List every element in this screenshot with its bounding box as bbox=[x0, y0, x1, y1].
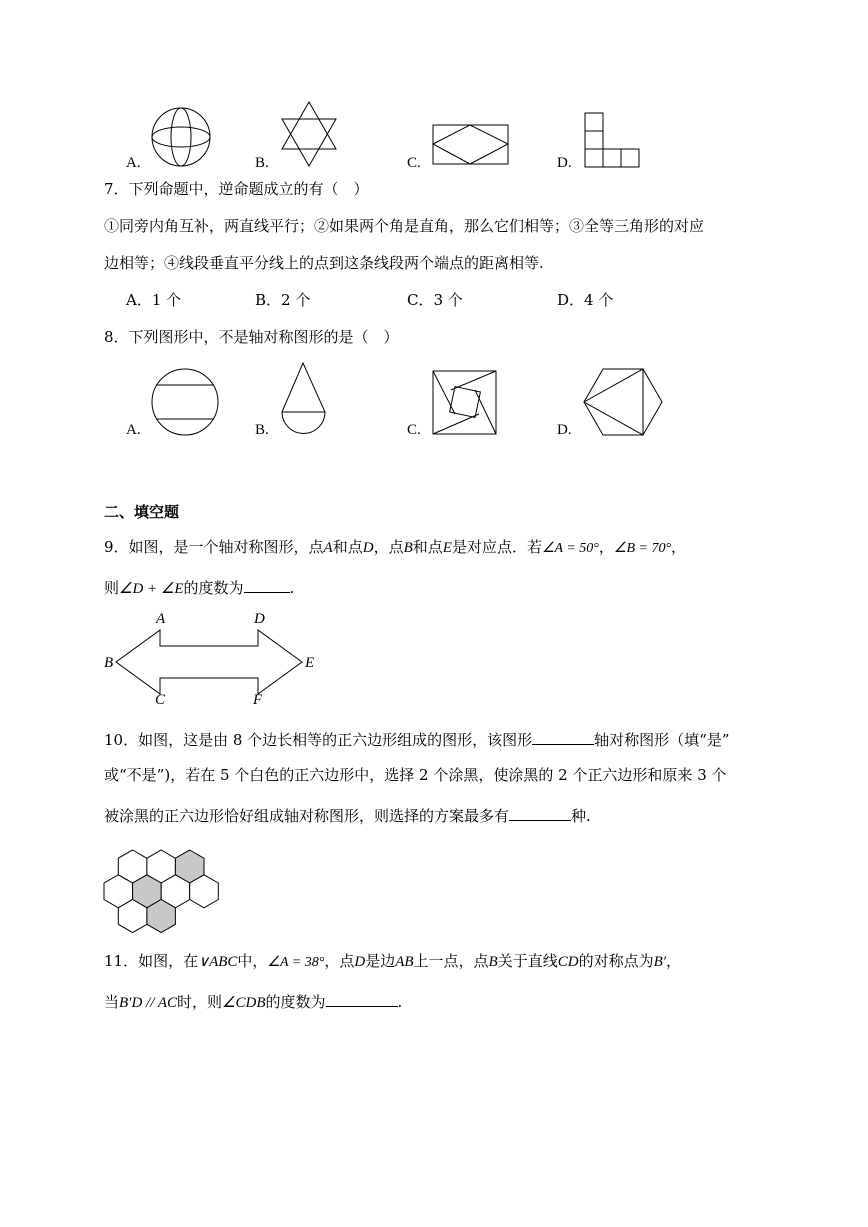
q11-point-d: D bbox=[354, 954, 366, 970]
q9-angle-b: ∠B = 70° bbox=[613, 541, 672, 556]
q7-option-d: D．4 个 bbox=[557, 291, 614, 309]
q11-segment-ab: AB bbox=[395, 954, 414, 970]
q7-option-b: B．2 个 bbox=[255, 291, 311, 309]
q9-point-b: B bbox=[403, 540, 413, 556]
q7-line2: 边相等；④线段垂直平分线上的点到这条线段两个端点的距离相等. bbox=[104, 254, 544, 272]
q11-angle-cdb: ∠CDB bbox=[222, 995, 266, 1011]
q7-option-c: C．3 个 bbox=[407, 291, 463, 309]
q8-option-c-label: C. bbox=[407, 422, 421, 438]
q11-text: 的度数为 bbox=[265, 993, 326, 1011]
q10-text: 种. bbox=[571, 807, 591, 825]
q6-option-c-label: C. bbox=[407, 155, 421, 171]
q10-text: 被涂黑的正六边形恰好组成轴对称图形，则选择的方案最多有 bbox=[104, 807, 510, 825]
q9-point-d: D bbox=[362, 540, 374, 556]
q9-angle-a: ∠A = 50° bbox=[541, 541, 599, 556]
section-title: 二、填空题 bbox=[104, 503, 180, 521]
q9-text: 的度数为 bbox=[183, 579, 244, 597]
q11-text: 11．如图，在 bbox=[104, 952, 199, 970]
q10-line1 bbox=[104, 730, 730, 748]
q9-text: 则 bbox=[104, 579, 120, 597]
q11-line2 bbox=[104, 992, 402, 1011]
q10-line3 bbox=[104, 806, 591, 824]
q11-parallel-condition: B′D // AC bbox=[119, 995, 178, 1011]
q9-answer-blank[interactable] bbox=[244, 578, 290, 593]
q9-fig-label-e: E bbox=[305, 655, 315, 671]
q6-option-b-label: B. bbox=[255, 155, 269, 171]
q10-text: 轴对称图形（填“是” bbox=[594, 731, 730, 749]
sphere-figure bbox=[150, 106, 214, 170]
q9-text: 和点 bbox=[412, 538, 443, 556]
q10-line2: 或“不是”)，若在 5 个白色的正六边形中，选择 2 个涂黑，使涂黑的 2 个正六边形和原来 3 个 bbox=[104, 766, 727, 784]
q11-answer-blank[interactable] bbox=[326, 992, 398, 1007]
q8-option-b-label: B. bbox=[255, 422, 269, 438]
q11-text: . bbox=[397, 993, 403, 1011]
hexagon-triangle-figure bbox=[582, 368, 664, 438]
q8-option-a-label: A. bbox=[126, 422, 141, 438]
q6-option-a-label: A. bbox=[126, 155, 141, 171]
q9-text: 是对应点．若 bbox=[451, 538, 542, 556]
q9-line1 bbox=[104, 540, 686, 556]
q6-option-d-label: D. bbox=[557, 155, 572, 171]
double-arrow-figure bbox=[100, 610, 330, 710]
q11-text: 的对称点为 bbox=[578, 952, 654, 970]
q9-text: 和点 bbox=[332, 538, 363, 556]
q11-point-b: B bbox=[488, 954, 498, 970]
q11-text: ， bbox=[666, 952, 682, 970]
l-shape-squares-figure bbox=[584, 112, 644, 170]
cone-semicircle-figure bbox=[280, 362, 330, 436]
q9-fig-label-c: C bbox=[155, 692, 166, 708]
q10-answer-blank-1[interactable] bbox=[532, 730, 594, 745]
q11-text: 中， bbox=[237, 952, 268, 970]
q11-point-b-prime: B′ bbox=[653, 954, 667, 970]
q9-fig-label-f: F bbox=[253, 692, 263, 708]
q7-stem: 7．下列命题中，逆命题成立的有（ ） bbox=[104, 180, 369, 198]
q7-option-a: A．1 个 bbox=[126, 291, 182, 309]
hexagram-figure bbox=[278, 100, 340, 170]
q11-text: 关于直线 bbox=[497, 952, 558, 970]
q11-text: ，点 bbox=[324, 952, 355, 970]
q11-text: 是边 bbox=[365, 952, 396, 970]
q9-fig-label-a: A bbox=[156, 611, 166, 627]
q9-point-a: A bbox=[323, 540, 333, 556]
q11-text: 时，则 bbox=[177, 993, 223, 1011]
hexagon-grid-figure bbox=[102, 848, 224, 934]
pinwheel-square-figure bbox=[431, 370, 499, 436]
q8-option-d-label: D. bbox=[557, 422, 572, 438]
q9-fig-label-d: D bbox=[254, 611, 265, 627]
q11-angle-a: ∠A = 38° bbox=[267, 955, 325, 970]
q9-text: . bbox=[289, 579, 295, 597]
q9-fig-label-b: B bbox=[104, 655, 114, 671]
q9-angle-sum: ∠D + ∠E bbox=[119, 581, 184, 597]
rectangle-rhombus-figure bbox=[431, 124, 511, 166]
q9-text: 9．如图，是一个轴对称图形，点 bbox=[104, 538, 324, 556]
circle-two-chords-figure bbox=[150, 368, 222, 438]
q9-text: ， bbox=[671, 538, 687, 556]
q9-point-e: E bbox=[442, 540, 452, 556]
q11-triangle: ∨ABC bbox=[198, 954, 238, 970]
q11-text: 当 bbox=[104, 993, 120, 1011]
q9-line2 bbox=[104, 578, 294, 597]
q11-line1 bbox=[104, 954, 681, 970]
q9-text: ， bbox=[598, 538, 614, 556]
q11-line-cd: CD bbox=[557, 954, 579, 970]
q8-stem: 8．下列图形中，不是轴对称图形的是（ ） bbox=[104, 328, 399, 346]
q10-text: 10．如图，这是由 8 个边长相等的正六边形组成的图形，该图形 bbox=[104, 731, 533, 749]
q9-text: ，点 bbox=[373, 538, 404, 556]
q10-answer-blank-2[interactable] bbox=[509, 806, 571, 821]
q11-text: 上一点，点 bbox=[413, 952, 489, 970]
q7-line1: ①同旁内角互补，两直线平行；②如果两个角是直角，那么它们相等；③全等三角形的对应 bbox=[104, 217, 705, 235]
